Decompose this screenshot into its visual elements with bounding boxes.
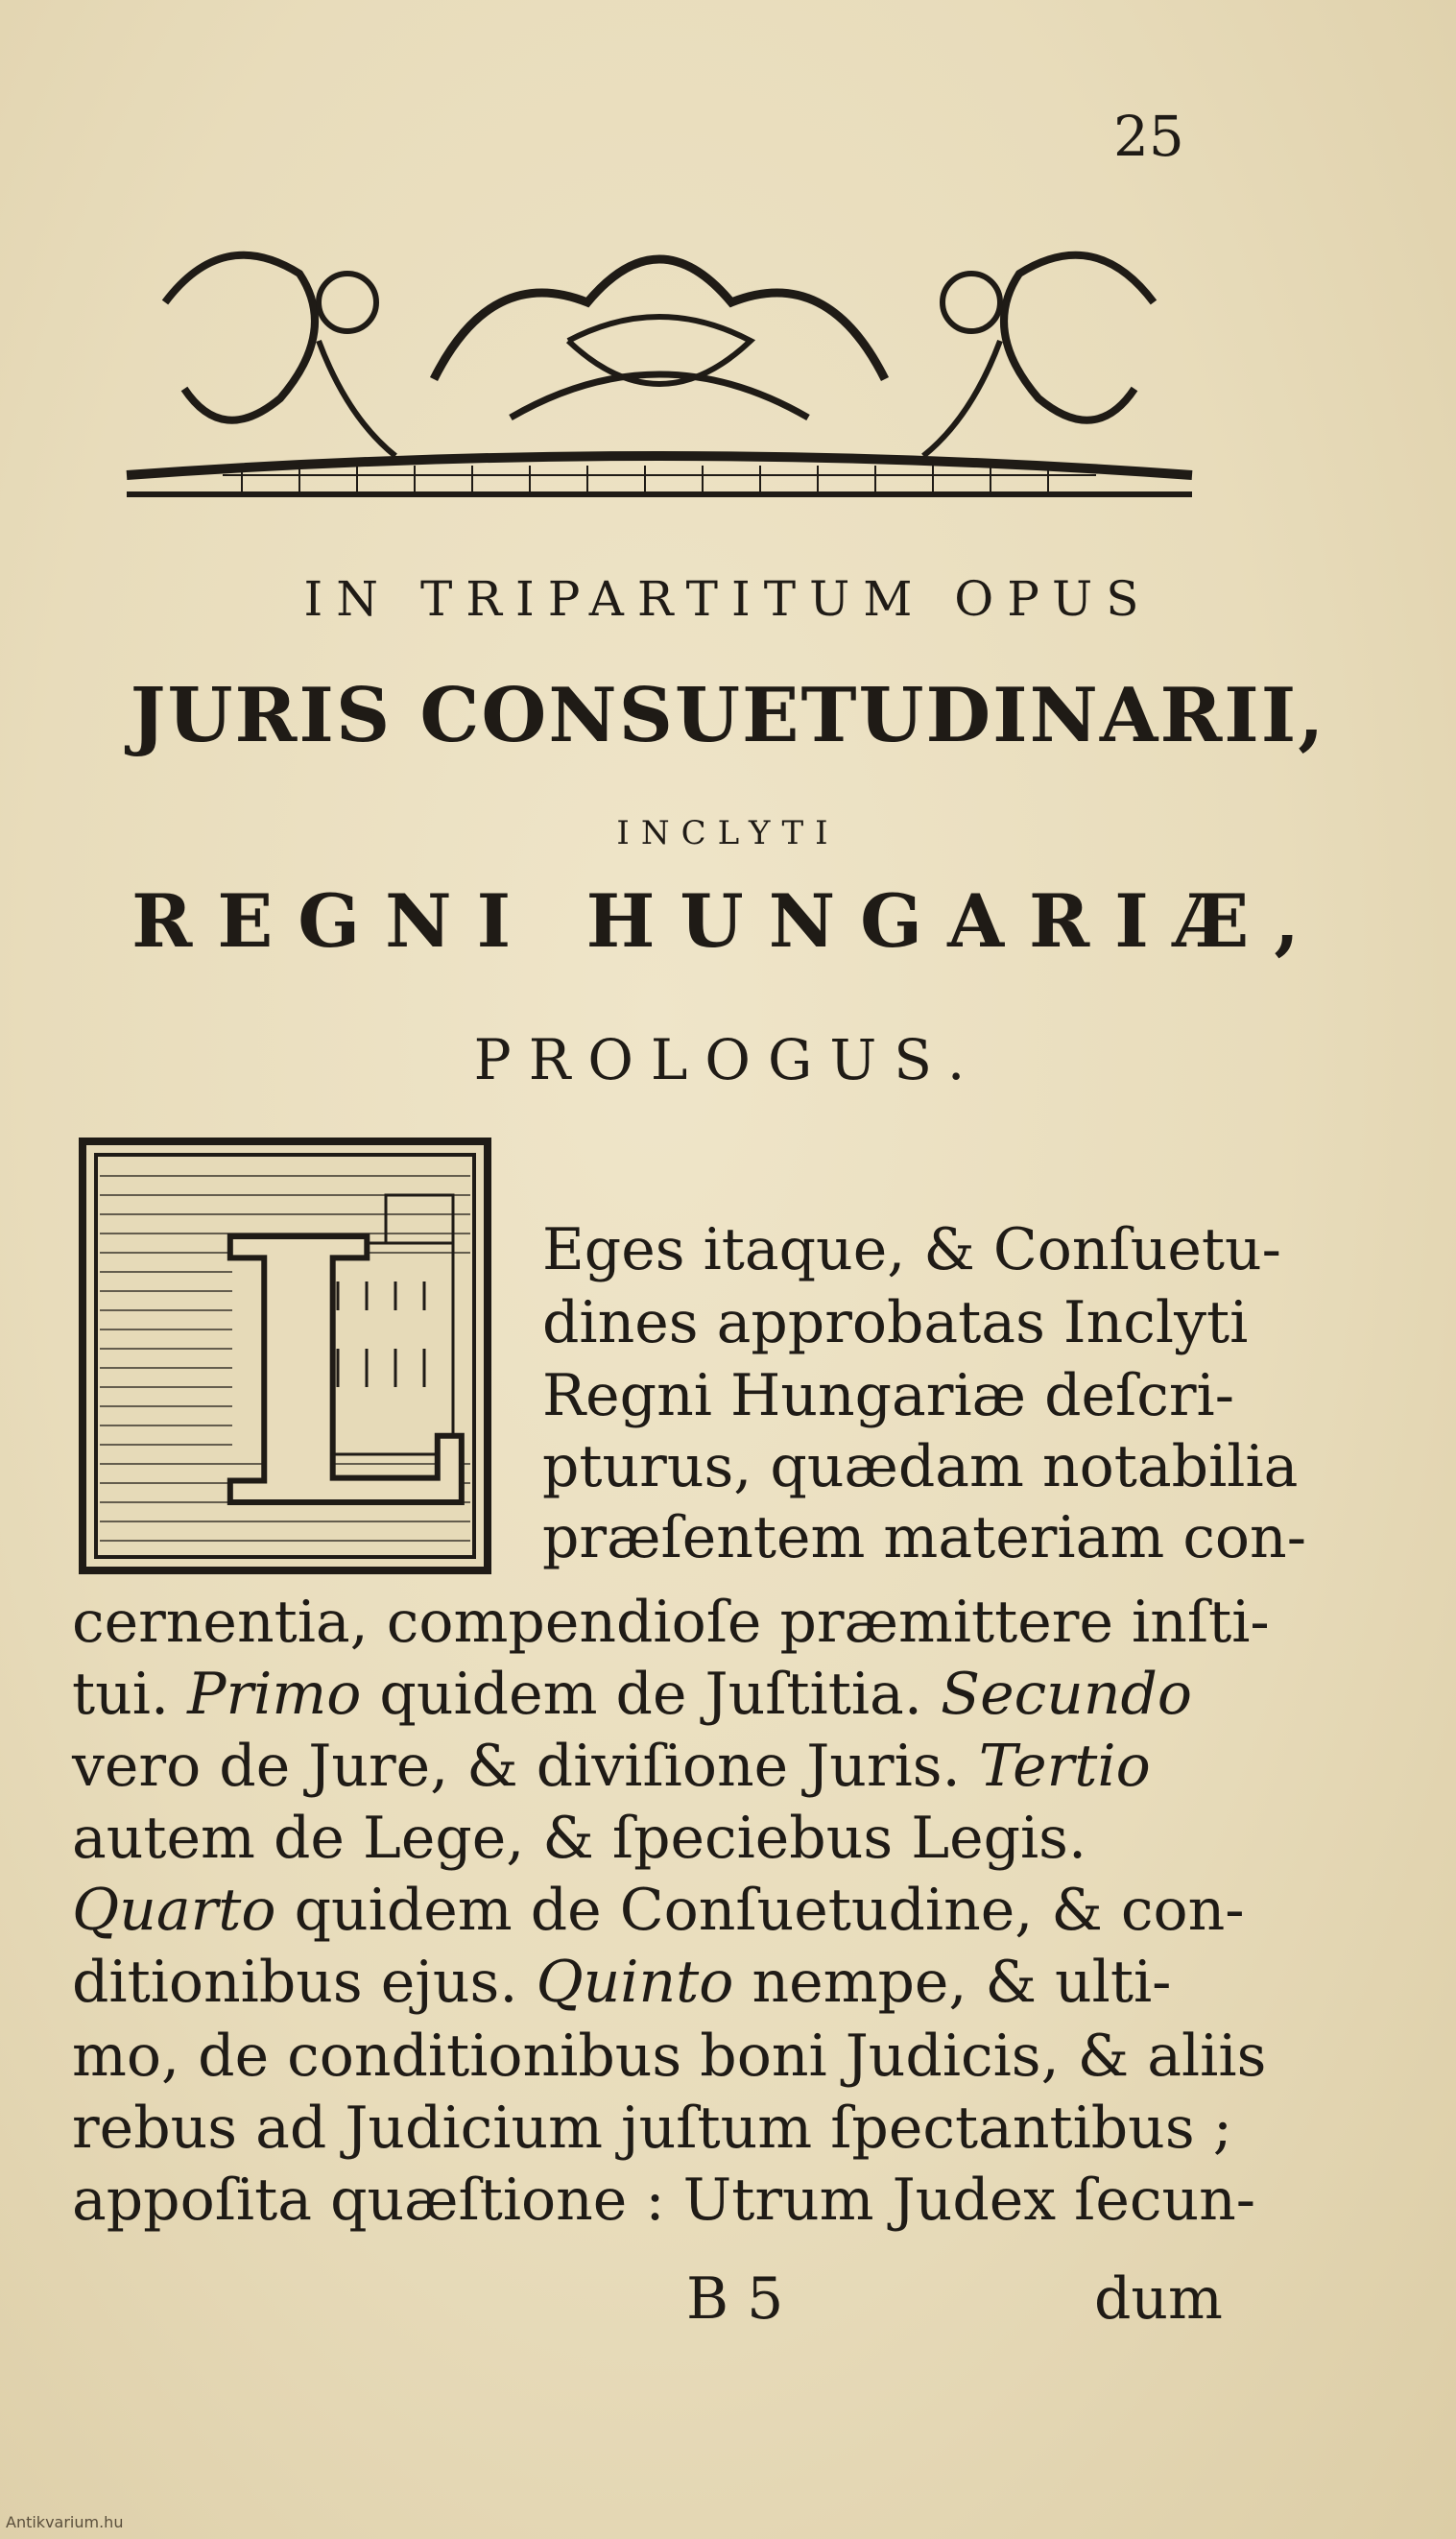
body-line: Regni Hungariæ deſcri-	[542, 1362, 1234, 1429]
text-run: rebus ad Judicium juſtum ſpectantibus ;	[72, 2095, 1232, 2162]
title-line-4: REGNI HUNGARIÆ,	[131, 878, 1325, 964]
page-number: 25	[1113, 104, 1184, 169]
body-line	[72, 1589, 1270, 1656]
body-line	[72, 1661, 1192, 1728]
text-run: mo, de conditionibus boni Judicis, & aliis	[72, 2023, 1267, 2090]
italic-term: Quarto	[72, 1877, 276, 1944]
body-line: præſentem materiam con-	[542, 1504, 1306, 1571]
watermark-text: Antikvarium.hu	[6, 2513, 124, 2531]
signature-mark: B 5	[686, 2265, 784, 2333]
body-line	[72, 1805, 1087, 1872]
body-line	[72, 1877, 1245, 1944]
text-run: cernentia, compendioſe præmittere inſti-	[72, 1589, 1270, 1656]
text-run: ditionibus ejus.	[72, 1949, 537, 2016]
drop-cap-letter: L	[213, 1160, 470, 1574]
catchword: dum	[1094, 2265, 1223, 2333]
title-line-2: JURIS CONSUETUDINARII,	[130, 672, 1326, 759]
title-line-3: INCLYTI	[616, 814, 840, 852]
body-line: dines approbatas Inclyti	[542, 1289, 1249, 1356]
text-run: quidem de Juſtitia.	[361, 1661, 941, 1728]
italic-term: Secundo	[940, 1661, 1192, 1728]
italic-term: Tertio	[978, 1733, 1151, 1800]
text-run: quidem de Conſuetudine, & con-	[275, 1877, 1245, 1944]
body-line	[72, 1733, 1151, 1800]
text-run: appoſita quæſtione : Utrum Judex ſecun-	[72, 2167, 1256, 2234]
body-line	[72, 2095, 1232, 2162]
woodcut-initial-L	[79, 1138, 491, 1574]
section-heading: PROLOGUS.	[473, 1027, 983, 1092]
body-line: pturus, quædam notabilia	[542, 1433, 1299, 1500]
italic-term: Primo	[187, 1661, 362, 1728]
body-line	[72, 1949, 1172, 2016]
body-line	[72, 2167, 1256, 2234]
body-line: Eges itaque, & Conſuetu-	[542, 1216, 1281, 1283]
ornamental-headpiece	[107, 187, 1211, 518]
text-run: tui.	[72, 1661, 188, 1728]
text-run: nempe, & ulti-	[733, 1949, 1172, 2016]
text-run: vero de Jure, & diviſione Juris.	[72, 1733, 979, 1800]
italic-term: Quinto	[536, 1949, 734, 2016]
text-run: autem de Lege, & ſpeciebus Legis.	[72, 1805, 1087, 1872]
body-line	[72, 2023, 1267, 2090]
title-line-1: IN TRIPARTITUM OPUS	[303, 571, 1153, 627]
